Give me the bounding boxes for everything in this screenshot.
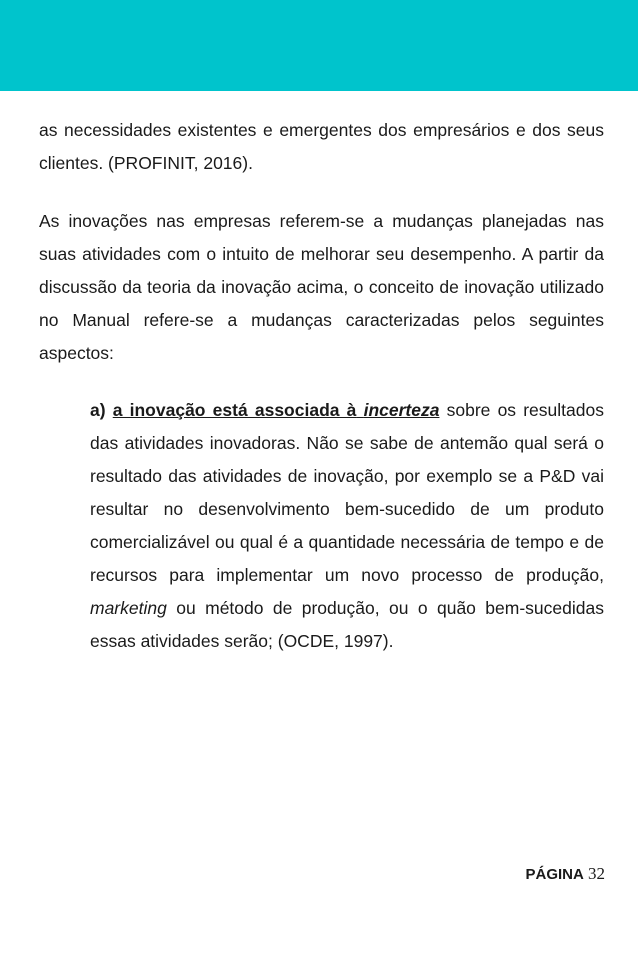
page-content (39, 114, 604, 658)
paragraph-continuation: as necessidades existentes e emergentes dos empresários e dos seus clientes. (PROFINIT, 2016). (39, 120, 604, 173)
list-item-term: marketing (90, 598, 167, 618)
list-item-lead (113, 400, 440, 420)
page-footer (525, 864, 605, 885)
list-item-lead-text: a inovação está associada à (112, 400, 357, 420)
page-number: 32 (588, 864, 605, 883)
paragraph-innovation-definition: As inovações nas empresas referem-se a mudanças planejadas nas suas atividades com o intuito de melhorar seu desempenho. A partir da discussão da teoria da inovação acima, o conceito de inovação utilizado no Manual refere-se a mudanças caracterizadas pelos seguintes aspectos: (39, 211, 604, 363)
list-item-lead-emphasis: incerteza (363, 400, 440, 420)
list-item-a (90, 394, 604, 658)
page-label: PÁGINA (525, 866, 584, 883)
list-item-marker: a) (90, 400, 106, 420)
list-item-text-2: ou método de produção, ou o quão bem-sucedidas essas atividades serão; (OCDE, 1997). (90, 598, 604, 651)
header-band (0, 0, 638, 91)
list-item-text-1: sobre os resultados das atividades inovadoras. Não se sabe de antemão qual será o resultado das atividades de inovação, por exemplo se a P&D vai resultar no desenvolvimento bem-sucedido de um produto comercializável ou qual é a quantidade necessária de tempo e de recursos para implementar um novo processo de produção, (90, 400, 604, 585)
